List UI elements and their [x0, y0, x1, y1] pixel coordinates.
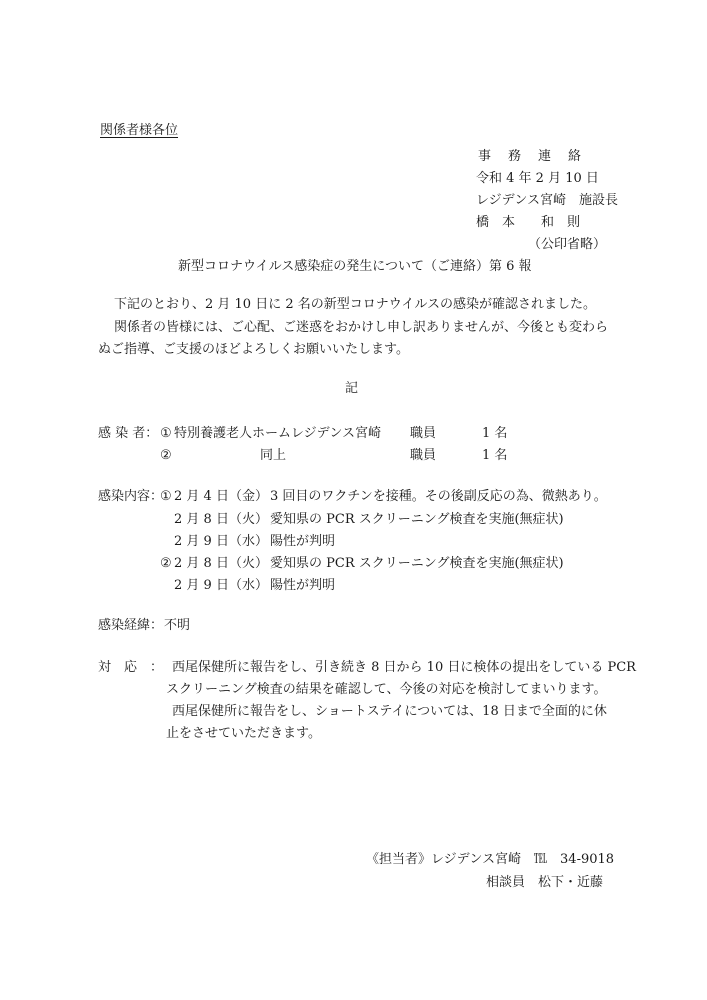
- response-label: 対 応 ：: [98, 660, 164, 675]
- response-line-2: スクリーニング検査の結果を確認して、今後の対応を検討してまいります。: [166, 682, 607, 697]
- infected-label: 感 染 者：: [98, 426, 159, 441]
- response-line-4: 止をさせていただきます。: [166, 726, 321, 741]
- body-line-2: 関係者の皆様には、ご心配、ご迷惑をおかけし申し訳ありませんが、今後とも変わら: [114, 320, 609, 335]
- details-text-2: 愛知県の PCR スクリーニング検査を実施(無症状): [270, 512, 564, 527]
- details-text-3: 陽性が判明: [270, 534, 336, 549]
- body-line-1: 下記のとおり、2 月 10 日に 2 名の新型コロナウイルスの感染が確認されました。: [114, 297, 596, 312]
- contact-line-2: 相談員 松下・近藤: [486, 875, 604, 890]
- route-value: 不明: [164, 618, 191, 633]
- sender-org: レジデンス宮崎 施設長: [476, 193, 619, 208]
- body-line-3: ぬご指導、ご支援のほどよろしくお願いいたします。: [98, 342, 409, 357]
- infected-role-1: 職員: [410, 426, 437, 441]
- infected-no-1: ①: [160, 426, 172, 441]
- infected-facility-1: 特別養護老人ホームレジデンス宮崎: [174, 426, 382, 441]
- details-text-1: 3 回目のワクチンを接種。その後副反応の為、微熱あり。: [270, 489, 607, 504]
- contact-line-1: 《担当者》レジデンス宮崎 ℡ 34-9018: [366, 852, 615, 867]
- details-date-5: 2 月 9 日（水）: [174, 578, 268, 593]
- details-text-5: 陽性が判明: [270, 578, 336, 593]
- addressee: 関係者様各位: [100, 123, 179, 138]
- seal-note: （公印省略）: [528, 237, 607, 252]
- details-marker-4: ②: [160, 556, 172, 571]
- details-date-4: 2 月 8 日（火）: [174, 556, 268, 571]
- infected-count-1: 1 名: [482, 426, 508, 441]
- doc-title: 新型コロナウイルス感染症の発生について（ご連絡）第 6 報: [178, 259, 532, 274]
- response-line-1: 西尾保健所に報告をし、引き続き 8 日から 10 日に検体の提出をしている PCR: [172, 660, 636, 675]
- doc-date: 令和 4 年 2 月 10 日: [476, 171, 599, 186]
- doc-type: 事 務 連 絡: [478, 149, 584, 164]
- infected-count-2: 1 名: [482, 448, 508, 463]
- sender-name: 橋 本 和 則: [476, 215, 581, 230]
- details-date-3: 2 月 9 日（水）: [174, 534, 268, 549]
- details-text-4: 愛知県の PCR スクリーニング検査を実施(無症状): [270, 556, 564, 571]
- details-marker-1: ①: [160, 489, 172, 504]
- infected-facility-2: 同上: [260, 448, 287, 463]
- infected-role-2: 職員: [410, 448, 437, 463]
- details-date-1: 2 月 4 日（金）: [174, 489, 268, 504]
- details-date-2: 2 月 8 日（火）: [174, 512, 268, 527]
- ki-heading: 記: [345, 381, 359, 396]
- details-label: 感染内容：: [98, 489, 164, 504]
- infected-no-2: ②: [160, 448, 172, 463]
- route-label: 感染経緯：: [98, 618, 164, 633]
- response-line-3: 西尾保健所に報告をし、ショートステイについては、18 日まで全面的に休: [172, 704, 607, 719]
